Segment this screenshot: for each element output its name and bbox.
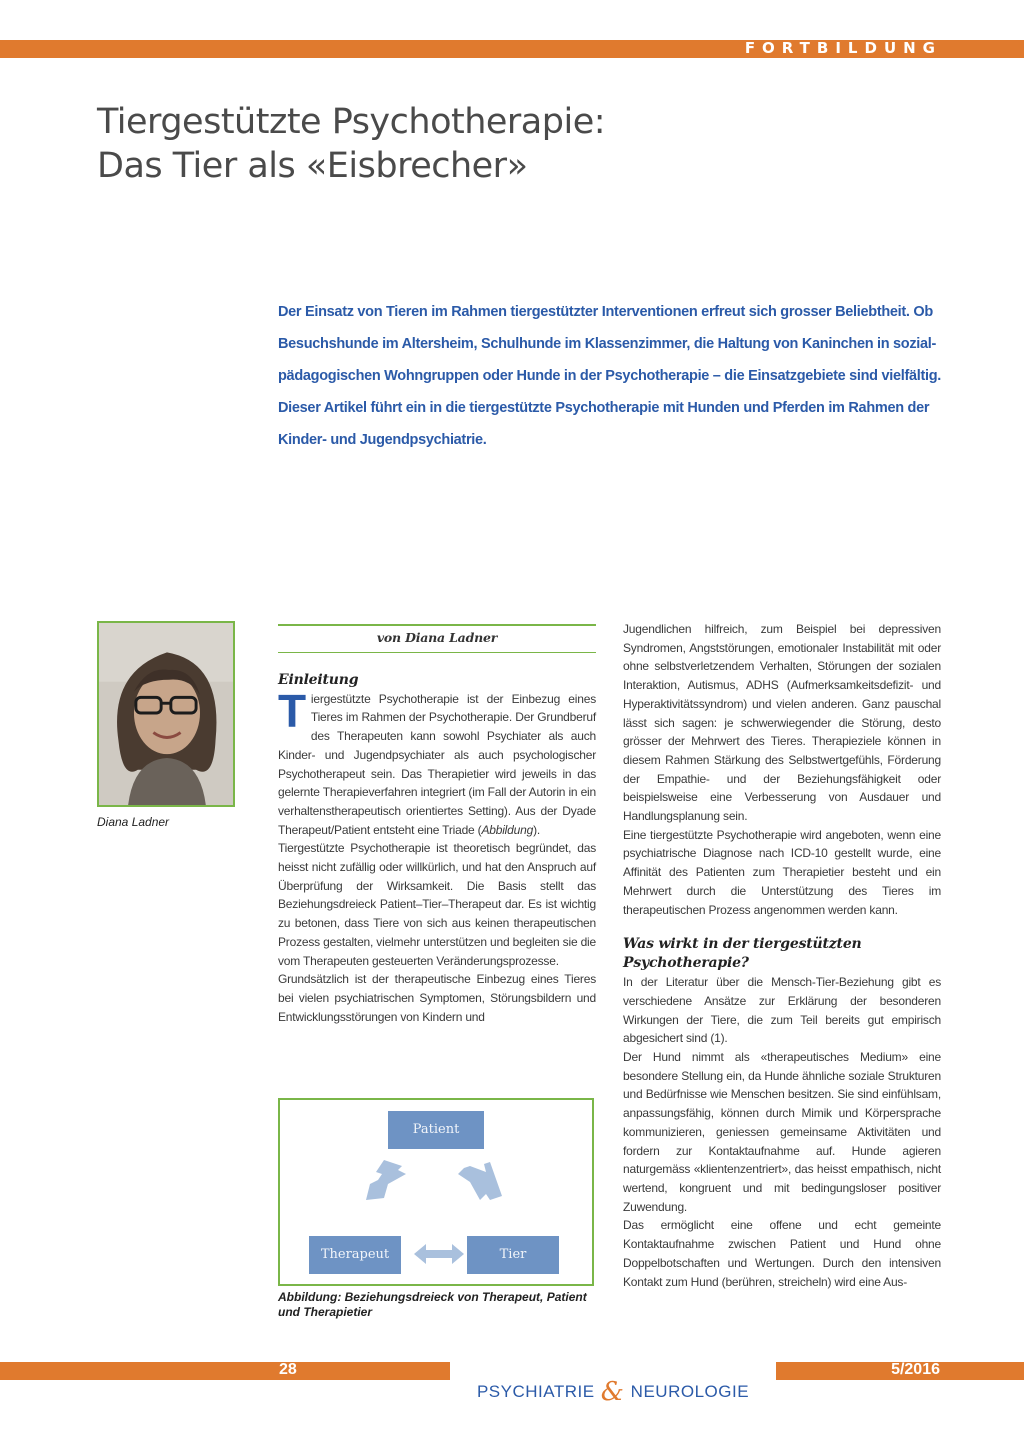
- author-photo-caption: Diana Ladner: [97, 815, 170, 829]
- journal-name-part-1: PSYCHIATRIE: [476, 1382, 595, 1401]
- article-title: [97, 100, 897, 188]
- right-paragraph-5: Das ermöglicht eine offene und echt gemeinte Kontaktaufnahme zwischen Patient und Hund ohne Doppelbotschaften und Wertungen. Durch den intensiven Kontakt zum Hund (berühren, streicheln) wird eine Aus-: [623, 1218, 941, 1289]
- arrow-patient-therapeut: [366, 1160, 406, 1200]
- figure-arrows: [280, 1100, 592, 1284]
- arrow-therapeut-tier: [414, 1244, 464, 1264]
- section-label: FORTBILDUNG: [744, 39, 942, 57]
- journal-ampersand: &: [600, 1377, 625, 1407]
- intro-paragraph-1: [278, 684, 596, 840]
- section-heading-intro: Einleitung: [278, 671, 359, 688]
- figure-box-therapeut: Therapeut: [309, 1236, 401, 1274]
- byline-rule: [278, 652, 596, 653]
- issue-number: 5/2016: [891, 1361, 940, 1378]
- byline: von Diana Ladner: [376, 630, 498, 645]
- journal-logo: [450, 1377, 776, 1407]
- section-heading-effects: Was wirkt in der tiergestützten Psychotherapie?: [623, 936, 862, 972]
- right-paragraph-2: Eine tiergestützte Psychotherapie wird angeboten, wenn eine psychiatrische Diagnose nach ICD-10 gestellt wurde, eine Affinität des Patienten zum Therapietier besteht und ein Mehrwert durch die Unterstützung des Tieres im therapeutischen Prozess angenommen werden kann.: [623, 827, 941, 917]
- drop-cap: T: [278, 684, 306, 737]
- right-paragraph-3: In der Literatur über die Mensch-Tier-Beziehung gibt es verschiedene Ansätze zur Erklärung der besonderen Wirkungen der Tiere, die zum Teil bereits gut empirisch abgesichert sind (1).: [623, 975, 941, 1046]
- intro-paragraph-3: Grundsätzlich ist der therapeutische Einbezug eines Tieres bei vielen psychiatrischen Symptomen, Störungsbildern und Entwicklungsstörungen von Kindern und: [278, 972, 596, 1024]
- title-line-2: Das Tier als «Eisbrecher»: [97, 146, 528, 186]
- journal-name-part-2: NEUROLOGIE: [630, 1382, 750, 1401]
- intro-paragraph-2: Tiergestützte Psychotherapie ist theoretisch begründet, das heisst nicht zufällig oder willkürlich, und hat den Anspruch auf Überprüfung der Wirksamkeit. Die Basis stellt das Beziehungsdreieck Patient–Tier–Therapeut dar. Es ist wichtig zu betonen, dass Tiere von sich aus keinen therapeutischen Prozess gestalten, vielmehr unterstützen und begleiten sie die vom Therapeuten gesteuerten Veränderungsprozesse.: [278, 841, 596, 968]
- right-column: [623, 620, 941, 1291]
- figure-caption: Abbildung: Beziehungsdreieck von Therapeut, Patient und Therapietier: [278, 1290, 587, 1319]
- figure-reference: Abbildung: [481, 822, 534, 837]
- page-number: 28: [279, 1361, 297, 1378]
- figure-box-tier: Tier: [467, 1236, 559, 1274]
- author-photo: [97, 621, 235, 807]
- figure-relationship-triangle: [278, 1098, 594, 1286]
- lead-paragraph: Der Einsatz von Tieren im Rahmen tiergestützter Interventionen erfreut sich grosser Beliebtheit. Ob Besuchshunde im Altersheim, Schulhunde im Klassenzimmer, die Haltung von Kaninchen in sozial-pädagogischen Wohngruppen oder Hunde in der Psychotherapie – die Einsatzgebiete sind vielfältig. Dieser Artikel führt ein in die tiergestützte Psychotherapie mit Hunden und Pferden im Rahmen der Kinder- und Jugendpsychiatrie.: [278, 304, 942, 448]
- intro-text-end: ).: [533, 822, 540, 837]
- right-paragraph-1: Jugendlichen hilfreich, zum Beispiel bei depressiven Syndromen, Angststörungen, emotionaler Instabilität mit oder ohne selbstverletzendem Verhalten, Störungen der sozialen Interaktion, Autismus, ADHS (Aufmerksamkeitsdefizit- und Hyperaktivitätssyndrom) und vielen anderen. Ganz pauschal lässt sich sagen: je schwerwiegender die Störung, desto grösser der Mehrwert des Tieres. Therapieziele können in diesem Rahmen Stärkung des Selbstwertgefühls, Förderung der Empathie- und der Beziehungsfähigkeit oder beispielsweise eine Verbesserung von Ausdauer und Handlungsplanung sein.: [623, 622, 941, 824]
- figure-box-patient: Patient: [388, 1111, 484, 1149]
- arrow-patient-tier: [458, 1162, 502, 1200]
- right-paragraph-4: Der Hund nimmt als «therapeutisches Medium» eine besondere Stellung ein, da Hunde ähnliche soziale Strukturen und Bedürfnisse wie Menschen besitzen. Sie sind einfühlsam, anpassungsfähig, können durch Mimik und Körpersprache kommunizieren, geniessen gemeinsame Aktivitäten und fordern zur Kontaktaufnahme auf. Hunde agieren naturgemäss «klientenzentriert», das heisst empathisch, nicht wertend, kongruent und mit bedingungsloser positiver Zuwendung.: [623, 1050, 941, 1214]
- title-line-1: Tiergestützte Psychotherapie:: [97, 102, 606, 142]
- left-column: [278, 624, 596, 1026]
- intro-text: iergestützte Psychotherapie ist der Einbezug eines Tieres im Rahmen der Psychotherapie. Der Grundberuf des Therapeuten kann sowohl Psychiater als auch Kinder- und Jugendpsychiater als auch psychologischer Psychotherapeut sein. Das Therapietier wird jeweils in das gelernte Therapieverfahren integriert (im Fall der Autorin in ein verhaltenstherapeutisch orientiertes Setting). Aus der Dyade Therapeut/Patient entsteht eine Triade (: [278, 691, 596, 837]
